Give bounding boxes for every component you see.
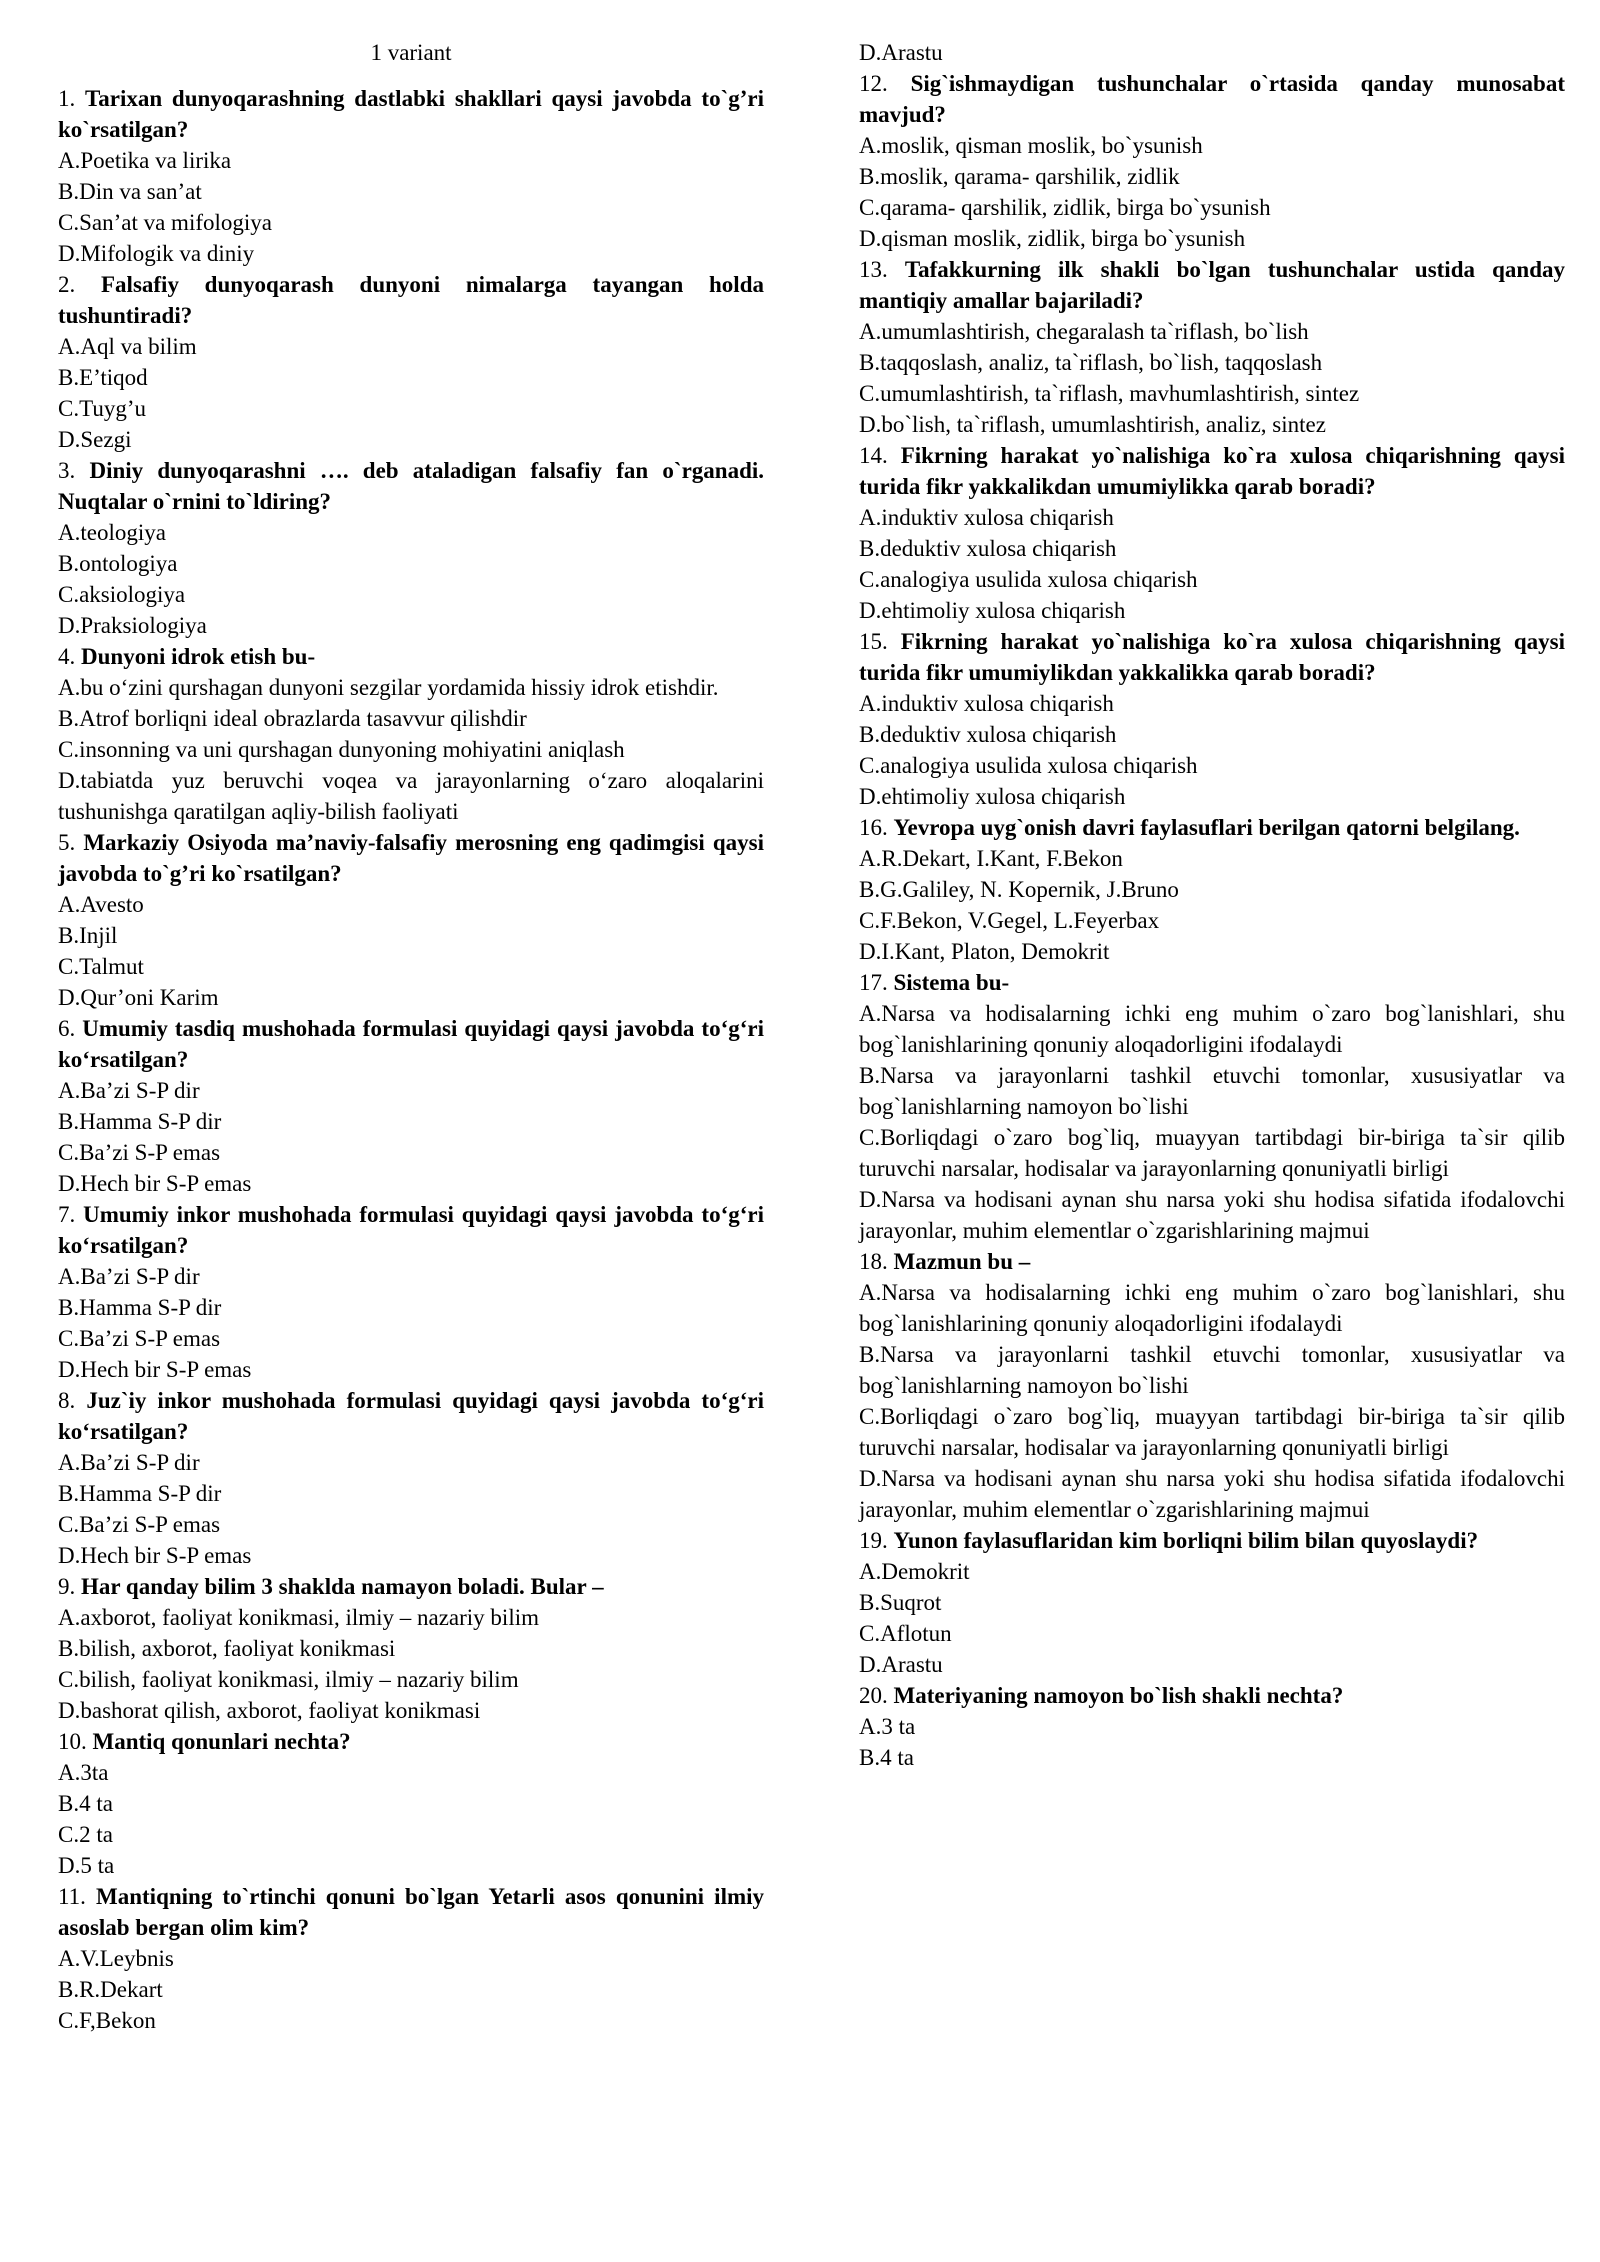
answer-option: C.insonning va uni qurshagan dunyoning mohiyatini aniqlash [58, 737, 625, 762]
question-item [58, 1385, 764, 1571]
answer-option: D.Narsa va hodisani aynan shu narsa yoki shu hodisa sifatida ifodalovchi jarayonlar, muhim elementlar o`zgarishlarining majmui [859, 1466, 1565, 1522]
answer-option: A.induktiv xulosa chiqarish [859, 691, 1114, 716]
question-text [859, 626, 1565, 688]
answer-option: C.Borliqdagi o`zaro bog`liq, muayyan tartibdagi bir-biriga ta`sir qilib turuvchi narsalar, hodisalar va jarayonlarning qonuniyatli birligi [859, 1404, 1565, 1460]
question-number: 6. [58, 1016, 76, 1041]
question-number: 8. [58, 1388, 76, 1413]
answer-option: A.Ba’zi S-P dir [58, 1078, 200, 1103]
answer-option: B.deduktiv xulosa chiqarish [859, 536, 1117, 561]
answer-option: C.qarama- qarshilik, zidlik, birga bo`ysunish [859, 195, 1271, 220]
question-item [859, 1246, 1565, 1525]
question-stem: Materiyaning namoyon bo`lish shakli nechta? [893, 1683, 1344, 1708]
question-text [859, 68, 1565, 130]
answer-option: D.Hech bir S-P emas [58, 1171, 252, 1196]
question-text [58, 83, 764, 145]
answer-option: A.Avesto [58, 892, 144, 917]
question-stem: Tafakkurning ilk shakli bo`lgan tushunchalar ustida qanday mantiqiy amallar bajariladi? [859, 257, 1565, 313]
answer-option: C.Aflotun [859, 1621, 952, 1646]
question-item [859, 626, 1565, 812]
question-text [859, 440, 1565, 502]
answer-option: B.Narsa va jarayonlarni tashkil etuvchi tomonlar, xususiyatlar va bog`lanishlarning namoyon bo`lishi [859, 1342, 1565, 1398]
answer-option: C.bilish, faoliyat konikmasi, ilmiy – nazariy bilim [58, 1667, 519, 1692]
question-number: 20. [859, 1683, 888, 1708]
question-text [859, 967, 1565, 998]
question-number: 4. [58, 644, 76, 669]
question-stem: Markaziy Osiyoda ma’naviy-falsafiy merosning eng qadimgisi qaysi javobda to`g’ri ko`rsatilgan? [58, 830, 764, 886]
question-stem: Fikrning harakat yo`nalishiga ko`ra xulosa chiqarishning qaysi turida fikr yakkalikdan umumiylikka qarab boradi? [859, 443, 1566, 499]
question-stem: Umumiy tasdiq mushohada formulasi quyidagi qaysi javobda to‘g‘ri ko‘rsatilgan? [58, 1016, 764, 1072]
answer-option: A.Poetika va lirika [58, 148, 232, 173]
question-stem: Sig`ishmaydigan tushunchalar o`rtasida qanday munosabat mavjud? [859, 71, 1566, 127]
answer-option: A.Demokrit [859, 1559, 970, 1584]
question-text [58, 1571, 764, 1602]
left-column [58, 37, 764, 2036]
question-number: 1. [58, 86, 76, 111]
answer-option: D.5 ta [58, 1853, 115, 1878]
answer-option: D.Arastu [859, 1652, 943, 1677]
question-item [859, 967, 1565, 1246]
answer-option: A.3 ta [859, 1714, 916, 1739]
answer-option: D.Qur’oni Karim [58, 985, 219, 1010]
question-item [58, 455, 764, 641]
answer-option: D.ehtimoliy xulosa chiqarish [859, 784, 1126, 809]
answer-option: B.Narsa va jarayonlarni tashkil etuvchi tomonlar, xususiyatlar va bog`lanishlarning namoyon bo`lishi [859, 1063, 1565, 1119]
answer-option: A.axborot, faoliyat konikmasi, ilmiy – nazariy bilim [58, 1605, 539, 1630]
answer-option: C.Ba’zi S-P emas [58, 1140, 221, 1165]
answer-option: C.aksiologiya [58, 582, 186, 607]
answer-option: D.Praksiologiya [58, 613, 207, 638]
answer-option: A.moslik, qisman moslik, bo`ysunish [859, 133, 1203, 158]
answer-option: B.Suqrot [859, 1590, 942, 1615]
question-item [58, 641, 764, 827]
question-number: 16. [859, 815, 888, 840]
answer-option: C.Talmut [58, 954, 144, 979]
answer-option: B.R.Dekart [58, 1977, 163, 2002]
answer-option: B.Injil [58, 923, 118, 948]
right-column [859, 37, 1565, 1773]
question-stem: Fikrning harakat yo`nalishiga ko`ra xulosa chiqarishning qaysi turida fikr umumiylikdan yakkalikka qarab boradi? [859, 629, 1566, 685]
answer-option: D.bo`lish, ta`riflash, umumlashtirish, analiz, sintez [859, 412, 1326, 437]
question-text [58, 1726, 764, 1757]
question-stem: Mantiqning to`rtinchi qonuni bo`lgan Yetarli asos qonunini ilmiy asoslab bergan olim kim? [58, 1884, 765, 1940]
answer-option: B.G.Galiley, N. Kopernik, J.Bruno [859, 877, 1179, 902]
question-stem: Har qanday bilim 3 shaklda namayon boladi. Bular – [81, 1574, 604, 1599]
question-stem: Sistema bu- [893, 970, 1010, 995]
answer-option: C.Ba’zi S-P emas [58, 1326, 221, 1351]
question-number: 12. [859, 71, 888, 96]
answer-option: C.analogiya usulida xulosa chiqarish [859, 753, 1198, 778]
question-text [859, 254, 1565, 316]
question-stem: Umumiy inkor mushohada formulasi quyidagi qaysi javobda to‘g‘ri ko‘rsatilgan? [58, 1202, 765, 1258]
answer-option: A.induktiv xulosa chiqarish [859, 505, 1114, 530]
answer-option: B.bilish, axborot, faoliyat konikmasi [58, 1636, 396, 1661]
question-stem: Diniy dunyoqarashni …. deb ataladigan falsafiy fan o`rganadi. Nuqtalar o`rnini to`ldiring? [58, 458, 764, 514]
answer-option: A.umumlashtirish, chegaralash ta`riflash, bo`lish [859, 319, 1309, 344]
question-text [859, 812, 1565, 843]
question-number: 3. [58, 458, 76, 483]
question-stem: Mazmun bu – [893, 1249, 1031, 1274]
answer-option: B.taqqoslash, analiz, ta`riflash, bo`lish, taqqoslash [859, 350, 1323, 375]
question-stem: Yunon faylasuflaridan kim borliqni bilim bilan quyoslaydi? [893, 1528, 1479, 1553]
answer-option: B.deduktiv xulosa chiqarish [859, 722, 1117, 747]
answer-option: A.Ba’zi S-P dir [58, 1264, 200, 1289]
variant-title: 1 variant [370, 40, 452, 65]
answer-option: B.E’tiqod [58, 365, 148, 390]
question-item [58, 1013, 764, 1199]
question-number: 13. [859, 257, 888, 282]
answer-option: C.Tuyg’u [58, 396, 146, 421]
answer-option: C.Ba’zi S-P emas [58, 1512, 221, 1537]
answer-option: B.4 ta [859, 1745, 914, 1770]
question-text [859, 1680, 1565, 1711]
question-stem: Juz`iy inkor mushohada formulasi quyidagi qaysi javobda to‘g‘ri ko‘rsatilgan? [58, 1388, 764, 1444]
answer-option: B.Hamma S-P dir [58, 1295, 222, 1320]
answer-option: C.F,Bekon [58, 2008, 156, 2033]
question-text [859, 1246, 1565, 1277]
answer-option: A.3ta [58, 1760, 109, 1785]
question-item [58, 83, 764, 269]
answer-option: C.umumlashtirish, ta`riflash, mavhumlashtirish, sintez [859, 381, 1360, 406]
answer-option: C.analogiya usulida xulosa chiqarish [859, 567, 1198, 592]
question-text [58, 1199, 764, 1261]
question-stem: Yevropa uyg`onish davri faylasuflari berilgan qatorni belgilang. [893, 815, 1520, 840]
question-text [58, 1013, 764, 1075]
question-number: 19. [859, 1528, 888, 1553]
answer-option: B.Atrof borliqni ideal obrazlarda tasavvur qilishdir [58, 706, 527, 731]
answer-option: B.Hamma S-P dir [58, 1109, 222, 1134]
question-text [58, 1385, 764, 1447]
answer-option: D.bashorat qilish, axborot, faoliyat konikmasi [58, 1698, 481, 1723]
answer-option: B.ontologiya [58, 551, 178, 576]
question-text [58, 455, 764, 517]
answer-option: D.Mifologik va diniy [58, 241, 255, 266]
answer-option: D.Sezgi [58, 427, 132, 452]
question-item [58, 1881, 764, 2036]
question-item [859, 812, 1565, 967]
question-item [58, 1571, 764, 1726]
answer-option: D.Narsa va hodisani aynan shu narsa yoki shu hodisa sifatida ifodalovchi jarayonlar, muhim elementlar o`zgarishlarining majmui [859, 1187, 1565, 1243]
answer-option: D.tabiatda yuz beruvchi voqea va jarayonlarning o‘zaro aloqalarini tushunishga qaratilgan aqliy-bilish faoliyati [58, 768, 764, 824]
question-item [859, 254, 1565, 440]
question-number: 7. [58, 1202, 76, 1227]
answer-option: B.Din va san’at [58, 179, 202, 204]
answer-option: A.Ba’zi S-P dir [58, 1450, 200, 1475]
answer-option: C.Borliqdagi o`zaro bog`liq, muayyan tartibdagi bir-biriga ta`sir qilib turuvchi narsalar, hodisalar va jarayonlarning qonuniyatli birligi [859, 1125, 1565, 1181]
answer-option: D.Hech bir S-P emas [58, 1357, 252, 1382]
answer-option: A.R.Dekart, I.Kant, F.Bekon [859, 846, 1123, 871]
question-item [58, 1199, 764, 1385]
answer-option: D.ehtimoliy xulosa chiqarish [859, 598, 1126, 623]
question-number: 14. [859, 443, 888, 468]
carried-option: D.Arastu [859, 40, 943, 65]
question-item [58, 269, 764, 455]
answer-option: C.F.Bekon, V.Gegel, L.Feyerbax [859, 908, 1160, 933]
question-stem: Falsafiy dunyoqarash dunyoni nimalarga tayangan holda tushuntiradi? [58, 272, 764, 328]
question-item [58, 1726, 764, 1881]
question-item [859, 440, 1565, 626]
answer-option: A.teologiya [58, 520, 166, 545]
question-text [58, 827, 764, 889]
answer-option: D.I.Kant, Platon, Demokrit [859, 939, 1110, 964]
question-number: 15. [859, 629, 888, 654]
question-number: 10. [58, 1729, 87, 1754]
answer-option: A.Narsa va hodisalarning ichki eng muhim o`zaro bog`lanishlari, shu bog`lanishlarining qonuniy aloqadorligini ifodalaydi [859, 1001, 1565, 1057]
question-item [859, 1525, 1565, 1680]
question-number: 18. [859, 1249, 888, 1274]
question-text [58, 641, 764, 672]
question-stem: Mantiq qonunlari nechta? [92, 1729, 351, 1754]
question-number: 17. [859, 970, 888, 995]
question-number: 9. [58, 1574, 76, 1599]
answer-option: A.bu o‘zini qurshagan dunyoni sezgilar yordamida hissiy idrok etishdir. [58, 675, 719, 700]
question-item [58, 827, 764, 1013]
answer-option: A.Aql va bilim [58, 334, 197, 359]
question-number: 11. [58, 1884, 86, 1909]
answer-option: D.qisman moslik, zidlik, birga bo`ysunish [859, 226, 1246, 251]
question-text [859, 1525, 1565, 1556]
answer-option: A.Narsa va hodisalarning ichki eng muhim o`zaro bog`lanishlari, shu bog`lanishlarining qonuniy aloqadorligini ifodalaydi [859, 1280, 1565, 1336]
question-number: 5. [58, 830, 76, 855]
question-item [859, 68, 1565, 254]
question-item [859, 1680, 1565, 1773]
answer-option: D.Hech bir S-P emas [58, 1543, 252, 1568]
question-text [58, 1881, 764, 1943]
question-number: 2. [58, 272, 76, 297]
question-stem: Tarixan dunyoqarashning dastlabki shakllari qaysi javobda to`g’ri ko`rsatilgan? [58, 86, 765, 142]
answer-option: B.4 ta [58, 1791, 113, 1816]
question-stem: Dunyoni idrok etish bu- [81, 644, 316, 669]
answer-option: B.moslik, qarama- qarshilik, zidlik [859, 164, 1180, 189]
question-text [58, 269, 764, 331]
answer-option: B.Hamma S-P dir [58, 1481, 222, 1506]
answer-option: A.V.Leybnis [58, 1946, 174, 1971]
answer-option: C.San’at va mifologiya [58, 210, 272, 235]
answer-option: C.2 ta [58, 1822, 113, 1847]
